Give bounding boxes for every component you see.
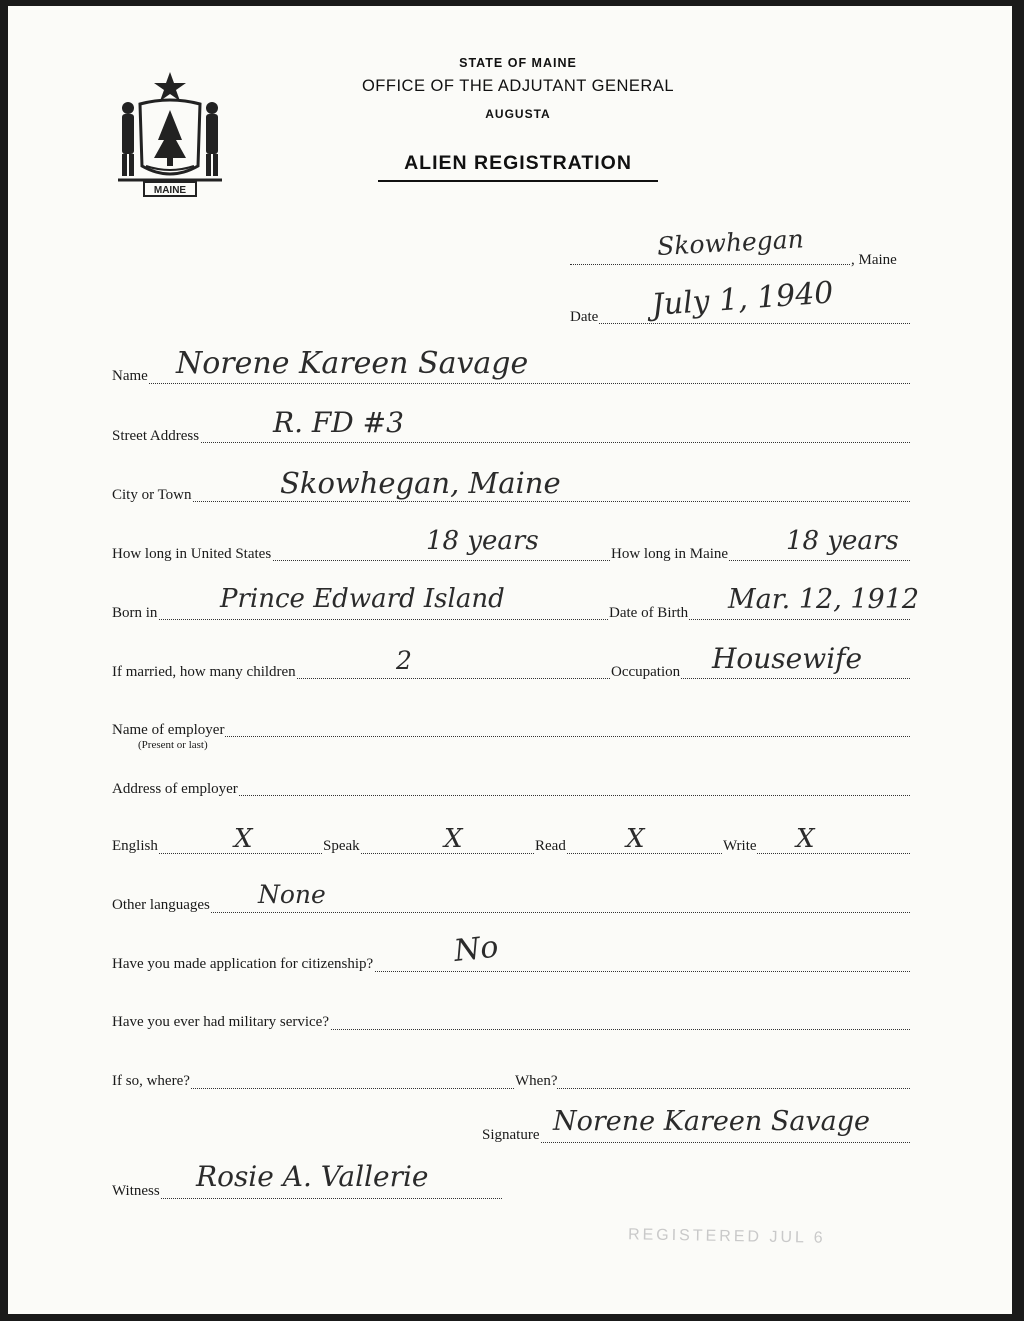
other-languages-line [112, 912, 910, 913]
write-label: Write [723, 838, 757, 854]
place-entry: Skowhegan [656, 224, 805, 261]
speak-label: Speak [323, 838, 360, 854]
english-entry: X [234, 824, 253, 854]
years-maine-entry: 18 years [786, 526, 899, 556]
military-label: Have you ever had military service? [112, 1014, 329, 1030]
city-line [112, 501, 910, 502]
born-label: Born in [112, 605, 158, 621]
name-line [112, 383, 910, 384]
received-stamp: REGISTERED JUL 6 [627, 1226, 826, 1247]
other-languages-entry: None [258, 880, 326, 909]
english-label: English [112, 838, 158, 854]
languages-line [112, 853, 910, 854]
read-label: Read [535, 838, 566, 854]
employer-address-label: Address of employer [112, 781, 238, 797]
occupation-entry: Housewife [712, 642, 863, 675]
signature-label: Signature [482, 1127, 540, 1143]
dob-entry: Mar. 12, 1912 [728, 584, 920, 615]
city-entry: Skowhegan, Maine [280, 466, 561, 500]
seal-label: MAINE [153, 185, 187, 196]
registration-form-sheet [8, 6, 1012, 1314]
other-languages-label: Other languages [112, 897, 210, 913]
date-line [570, 323, 910, 324]
state-heading: STATE OF MAINE [459, 56, 577, 70]
employer-sublabel: (Present or last) [138, 739, 208, 751]
born-line [112, 619, 910, 620]
place-line [570, 264, 852, 265]
employer-line [112, 736, 910, 737]
street-label: Street Address [112, 428, 200, 444]
write-entry: X [796, 824, 815, 854]
children-entry: 2 [396, 646, 412, 675]
office-heading: OFFICE OF THE ADJUTANT GENERAL [361, 77, 675, 95]
city-label: City or Town [112, 487, 192, 503]
date-entry: July 1, 1940 [650, 275, 835, 323]
state-seal-icon [114, 70, 226, 198]
street-line [112, 442, 910, 443]
speak-entry: X [444, 824, 463, 854]
years-maine-label: How long in Maine [611, 546, 729, 562]
city-heading: AUGUSTA [485, 107, 551, 121]
occupation-label: Occupation [611, 664, 681, 680]
name-label: Name [112, 368, 148, 384]
dob-label: Date of Birth [609, 605, 689, 621]
where-label: If so, where? [112, 1073, 190, 1089]
when-label: When? [515, 1073, 558, 1089]
witness-line [112, 1198, 502, 1199]
citizenship-label: Have you made application for citizenship? [112, 956, 374, 972]
name-entry: Norene Kareen Savage [176, 346, 529, 381]
place-suffix-label: , Maine [851, 252, 897, 268]
years-us-entry: 18 years [426, 526, 539, 556]
children-label: If married, how many children [112, 664, 296, 680]
witness-entry: Rosie A. Vallerie [196, 1160, 429, 1193]
years-us-label: How long in United States [112, 546, 272, 562]
where-when-line [112, 1088, 910, 1089]
witness-label: Witness [112, 1183, 160, 1199]
signature-line [482, 1142, 910, 1143]
born-entry: Prince Edward Island [220, 584, 505, 614]
form-title: ALIEN REGISTRATION [378, 152, 658, 182]
street-entry: R. FD #3 [273, 406, 404, 439]
employer-label: Name of employer [112, 722, 225, 738]
signature-entry: Norene Kareen Savage [553, 1106, 871, 1137]
date-label: Date [570, 309, 599, 325]
read-entry: X [626, 824, 645, 854]
citizenship-entry: No [452, 929, 501, 969]
